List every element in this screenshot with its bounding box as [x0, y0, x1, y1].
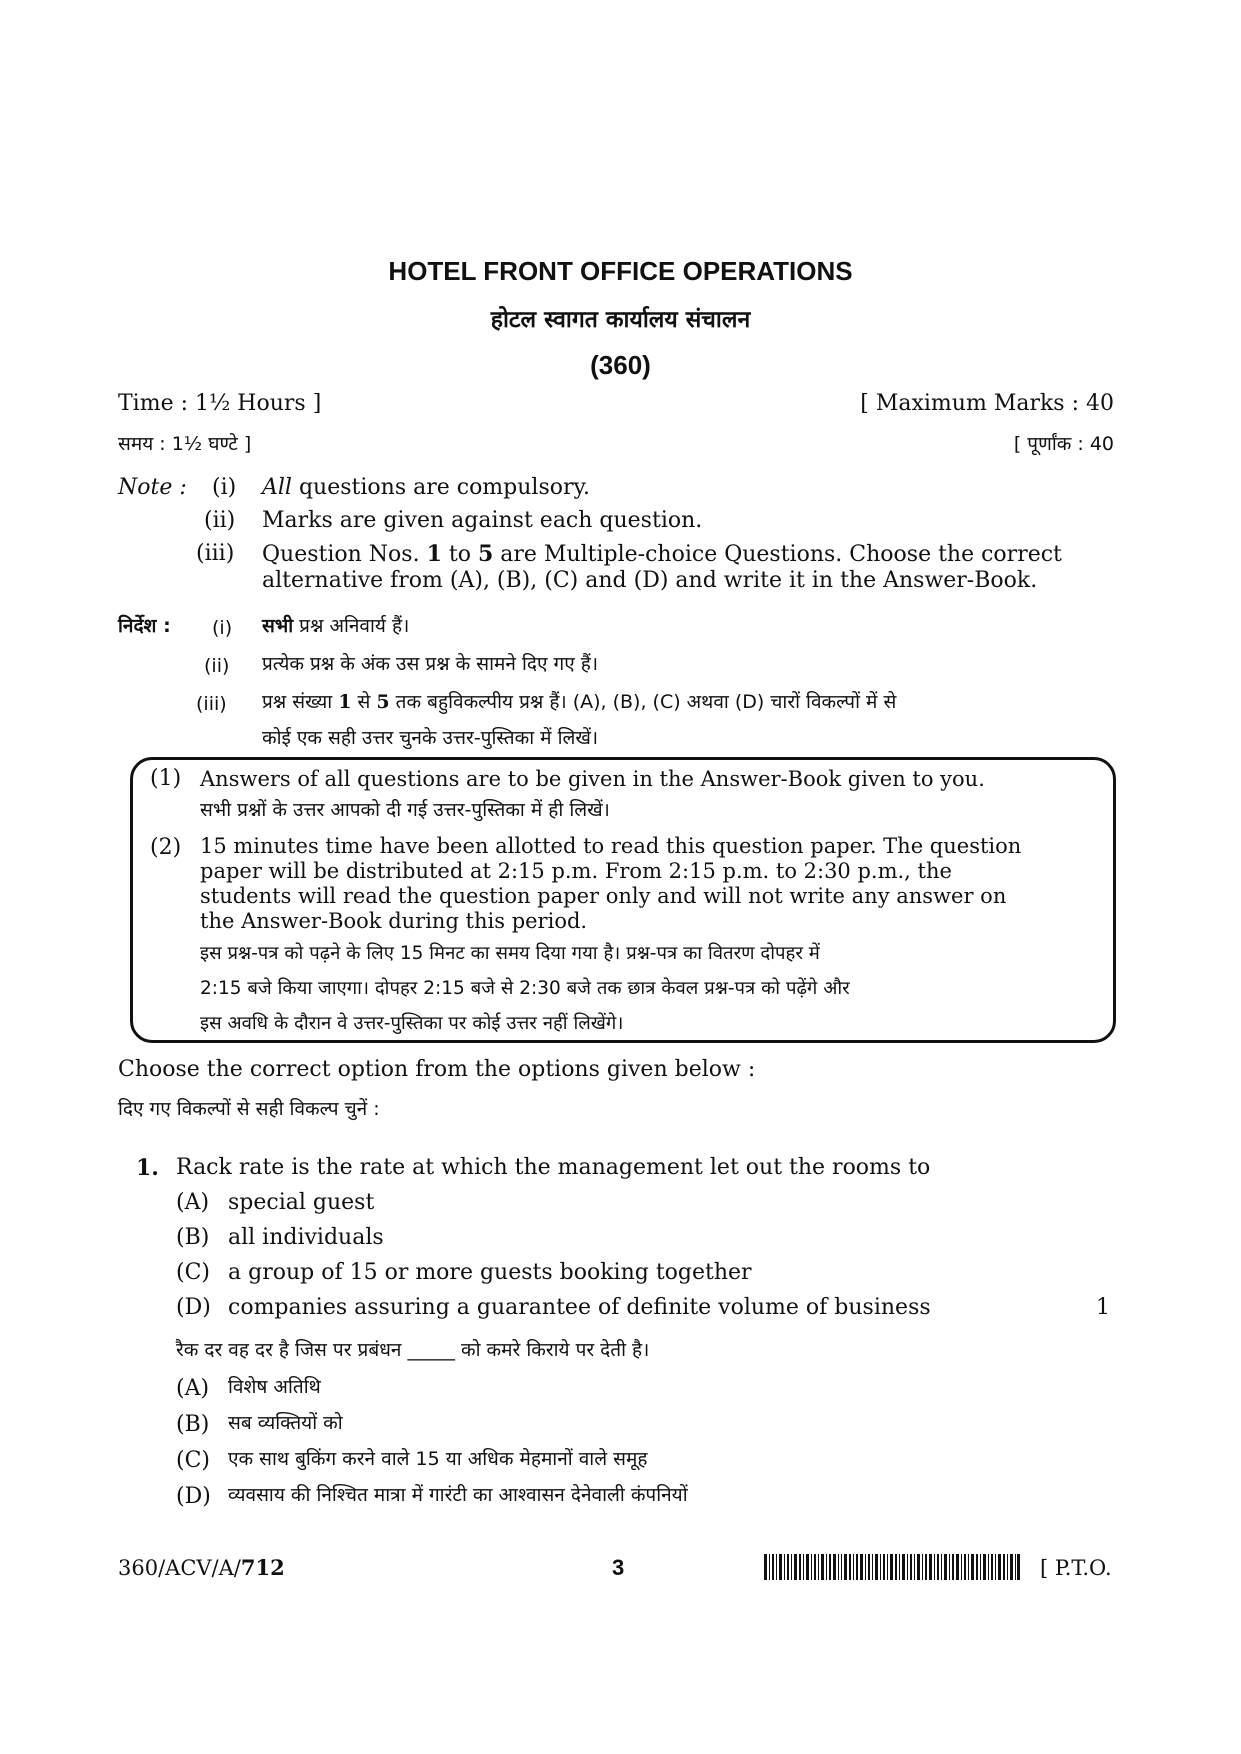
- note-item-3-line2: alternative from (A), (B), (C) and (D) and write it in the Answer-Book.: [262, 568, 1038, 593]
- note-label: Note :: [118, 475, 187, 500]
- option-key-b-hindi: (B): [176, 1412, 210, 1437]
- paper-code-footer: 360/ACV/A/712: [118, 1555, 285, 1580]
- instruction-num-1: (1): [150, 766, 182, 791]
- pto-label: [ P.T.O.: [1040, 1556, 1112, 1580]
- max-marks-label: [ Maximum Marks : 40: [860, 391, 1114, 416]
- note-hindi-item-3-line2: कोई एक सही उत्तर चुनके उत्तर-पुस्तिका में लिखें।: [262, 727, 599, 749]
- instruction-1-hindi: सभी प्रश्नों के उत्तर आपको दी गई उत्तर-पुस्तिका में ही लिखें।: [200, 799, 610, 821]
- barcode-icon: [764, 1554, 1020, 1580]
- page-number: 3: [612, 1555, 625, 1580]
- note-hindi-num-2: (ii): [204, 655, 230, 677]
- note-num-3: (iii): [196, 541, 235, 566]
- note-num-1: (i): [212, 475, 237, 500]
- instruction-2: 15 minutes time have been allotted to read this question paper. The question paper will be distributed at 2:15 p.m. From 2:15 p.m. to 2:30 p.m., the students will read the question paper only and will not write any answer on the Answer-Book during this period.: [200, 834, 1022, 933]
- note-hindi-num-1: (i): [212, 617, 233, 639]
- option-c-hindi: एक साथ बुकिंग करने वाले 15 या अधिक मेहमानों वाले समूह: [228, 1448, 648, 1470]
- paper-code: (360): [590, 350, 651, 380]
- option-a: special guest: [228, 1190, 375, 1215]
- choose-instruction: Choose the correct option from the options given below :: [118, 1057, 756, 1082]
- question-marks: 1: [1096, 1295, 1110, 1320]
- option-key-d: (D): [176, 1295, 211, 1320]
- note-hindi-num-3: (iii): [196, 693, 227, 715]
- option-key-a: (A): [176, 1190, 210, 1215]
- note-hindi-item-3: प्रश्न संख्या 1 से 5 तक बहुविकल्पीय प्रश्न हैं। (A), (B), (C) अथवा (D) चारों विकल्पों में से: [262, 691, 897, 713]
- instruction-1: Answers of all questions are to be given in the Answer-Book given to you.: [200, 767, 985, 791]
- choose-instruction-hindi: दिए गए विकल्पों से सही विकल्प चुनें :: [118, 1098, 380, 1120]
- time-label-hindi: समय : 1½ घण्टे ]: [118, 433, 252, 455]
- time-label: Time : 1½ Hours ]: [118, 391, 322, 416]
- note-num-2: (ii): [204, 508, 236, 533]
- instruction-num-2: (2): [150, 835, 182, 860]
- option-key-d-hindi: (D): [176, 1484, 211, 1509]
- question-text: Rack rate is the rate at which the management let out the rooms to: [176, 1155, 931, 1180]
- max-marks-label-hindi: [ पूर्णांक : 40: [1013, 433, 1114, 455]
- option-key-c-hindi: (C): [176, 1448, 210, 1473]
- note-hindi-item-2: प्रत्येक प्रश्न के अंक उस प्रश्न के सामने दिए गए हैं।: [262, 653, 599, 675]
- note-item-3: Question Nos. 1 to 5 are Multiple-choice Questions. Choose the correct: [262, 541, 1062, 567]
- option-d-hindi: व्यवसाय की निश्चित मात्रा में गारंटी का आश्वासन देनेवाली कंपनियों: [228, 1484, 688, 1506]
- question-text-hindi: रैक दर वह दर है जिस पर प्रबंधन _____ को कमरे किराये पर देती है।: [176, 1339, 650, 1361]
- option-key-b: (B): [176, 1225, 210, 1250]
- instruction-2-hindi: इस प्रश्न-पत्र को पढ़ने के लिए 15 मिनट का समय दिया गया है। प्रश्न-पत्र का वितरण दोपहर में 2:15 बजे किया जाएगा। दोपहर 2:15 बजे से 2:30 बजे तक छात्र केवल प्रश्न-पत्र को पढ़ेंगे और इस अवधि के दौरान वे उत्तर-पुस्तिका पर कोई उत्तर नहीं लिखेंगे।: [200, 943, 850, 1034]
- note-item-2: Marks are given against each question.: [262, 508, 703, 533]
- question-number: 1.: [136, 1155, 159, 1181]
- paper-title-hindi: होटल स्वागत कार्यालय संचालन: [490, 307, 751, 333]
- note-label-hindi: निर्देश :: [118, 615, 171, 637]
- option-key-a-hindi: (A): [176, 1376, 210, 1401]
- option-b: all individuals: [228, 1225, 384, 1250]
- option-b-hindi: सब व्यक्तियों को: [228, 1412, 343, 1434]
- note-item-1: All questions are compulsory.: [262, 475, 591, 500]
- option-d: companies assuring a guarantee of definite volume of business: [228, 1295, 931, 1320]
- note-hindi-item-1: सभी प्रश्न अनिवार्य हैं।: [262, 615, 410, 637]
- option-c: a group of 15 or more guests booking together: [228, 1260, 752, 1285]
- paper-title: HOTEL FRONT OFFICE OPERATIONS: [388, 256, 853, 286]
- option-a-hindi: विशेष अतिथि: [228, 1376, 321, 1398]
- option-key-c: (C): [176, 1260, 210, 1285]
